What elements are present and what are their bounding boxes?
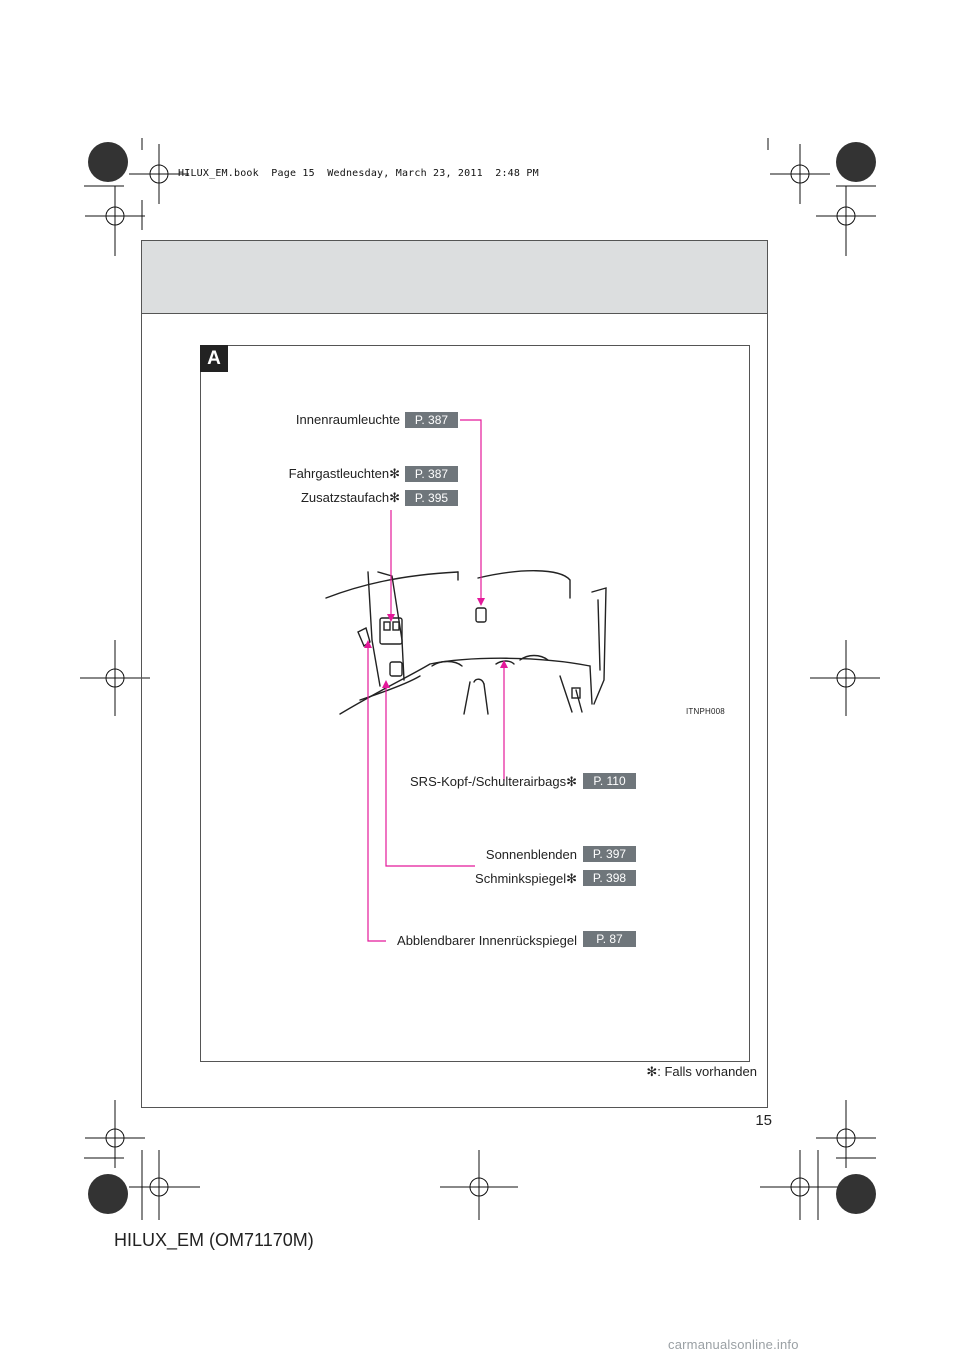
book-header: HILUX_EM.book Page 15 Wednesday, March 23, 2011 2:48 PM — [178, 168, 539, 179]
label-schminkspiegel: Schminkspiegel✻ — [475, 871, 577, 886]
ref-fahrgastleuchten[interactable]: P. 387 — [405, 466, 458, 482]
optional-star-icon: ✻ — [566, 774, 577, 789]
label-fahrgastleuchten: Fahrgastleuchten✻ — [288, 466, 400, 481]
section-letter: A — [200, 345, 228, 372]
footnote: ✻: Falls vorhanden — [646, 1064, 757, 1079]
label-srs-airbags: SRS-Kopf-/Schulterairbags✻ — [410, 774, 577, 789]
watermark: carmanualsonline.info — [668, 1337, 799, 1352]
document-code: HILUX_EM (OM71170M) — [114, 1230, 314, 1250]
ref-srs-airbags[interactable]: P. 110 — [583, 773, 636, 789]
optional-star-icon: ✻ — [566, 871, 577, 886]
label-sonnenblenden: Sonnenblenden — [485, 847, 577, 862]
label-innenrueckspiegel: Abblendbarer Innenrückspiegel — [397, 933, 577, 948]
optional-star-icon: ✻ — [646, 1064, 658, 1079]
page-number: 15 — [755, 1112, 772, 1129]
ref-sonnenblenden[interactable]: P. 397 — [583, 846, 636, 862]
ref-zusatzstaufach[interactable]: P. 395 — [405, 490, 458, 506]
optional-star-icon: ✻ — [389, 466, 400, 481]
label-zusatzstaufach: Zusatzstaufach✻ — [300, 490, 400, 505]
optional-star-icon: ✻ — [389, 490, 400, 505]
ref-innenraumleuchte[interactable]: P. 387 — [405, 412, 458, 428]
ref-schminkspiegel[interactable]: P. 398 — [583, 870, 636, 886]
image-code: ITNPH008 — [686, 707, 725, 716]
ref-innenrueckspiegel[interactable]: P. 87 — [583, 931, 636, 947]
label-innenraumleuchte: Innenraumleuchte — [295, 412, 400, 427]
